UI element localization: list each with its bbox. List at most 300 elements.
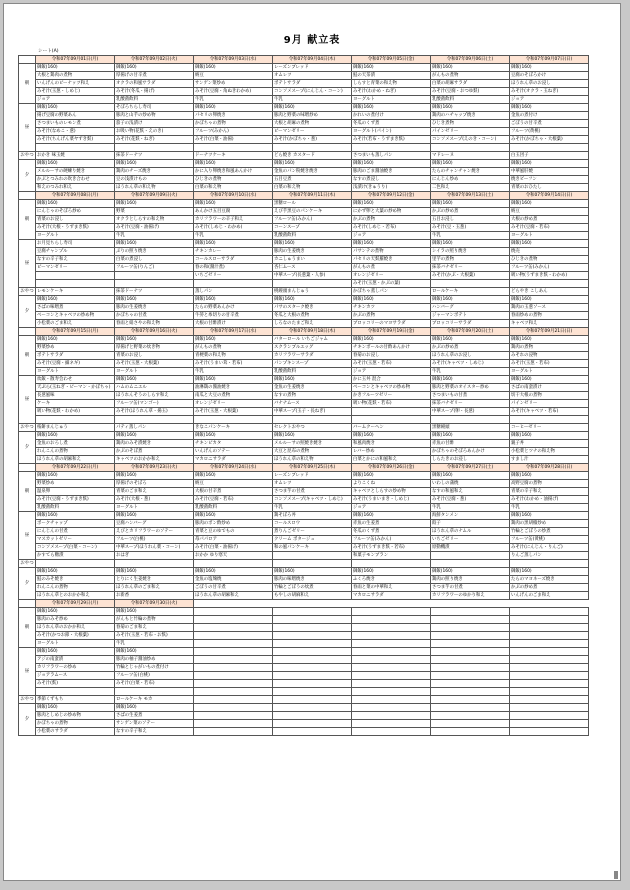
menu-item: パインゼリー [431, 128, 510, 136]
menu-item: 金魚の塩麹焼 [194, 576, 273, 584]
menu-item: にんじんの甘煮 [36, 528, 115, 536]
menu-item: ふくろ焼き [352, 576, 431, 584]
empty-cell [510, 648, 589, 656]
meal-label-breakfast: 朝 [19, 336, 36, 376]
empty-cell [431, 728, 510, 736]
menu-item: みそ汁(にんじん・りんご) [510, 544, 589, 552]
empty-cell [431, 648, 510, 656]
empty-cell [194, 600, 273, 608]
menu-item: あんかけ五目豆腐 [194, 208, 273, 216]
empty-cell [510, 664, 589, 672]
scrollbar-handle[interactable] [614, 871, 618, 879]
menu-item: れんこんの煮物 [36, 448, 115, 456]
menu-item: 大根の甘辛煮 [194, 488, 273, 496]
menu-item: 豚肉のごま醤油焼き [352, 168, 431, 176]
menu-item: 御飯(160) [115, 64, 194, 72]
menu-item: 納豆 [510, 208, 589, 216]
empty-cell [273, 704, 352, 712]
page-title: 9月 献立表 [283, 35, 341, 46]
meal-row-breakfast [19, 608, 589, 616]
date-header: 令和07年09月05日(金) [352, 56, 431, 64]
menu-item: みそ汁(玉葱・若布・お麩) [115, 632, 194, 640]
menu-item: 牛乳 [431, 232, 510, 240]
menu-item: 茄子の浅漬け [115, 120, 194, 128]
snack-item: ロールケーキ モカ [115, 696, 194, 704]
menu-item: がんもの煮物 [431, 72, 510, 80]
menu-item: もやしの胡麻和え [273, 592, 352, 600]
date-header: 令和07年09月02日(火) [115, 56, 194, 64]
sheet-tag: シート(A) [38, 49, 59, 54]
meal-label-dinner: 夕 [19, 568, 36, 600]
menu-item: みそ汁(玉葱・大根葉) [194, 408, 273, 416]
menu-item: 乳酸菌飲料 [273, 368, 352, 376]
menu-item: 白菜の和え物 [194, 184, 273, 192]
date-header: 令和07年09月03日(水) [194, 56, 273, 64]
date-row [19, 464, 589, 472]
menu-item: ジョアラムース [36, 672, 115, 680]
menu-item: ヨーグルト [352, 96, 431, 104]
empty-cell [273, 672, 352, 680]
menu-item: ブロッコリーサラダ [431, 320, 510, 328]
snack-item [194, 560, 273, 568]
menu-item: 杏仁ムース [273, 264, 352, 272]
menu-item: パセリの天麩羅焼き [352, 256, 431, 264]
menu-item: 御飯(160) [115, 608, 194, 616]
menu-item: 赤魚の甘酢 [431, 440, 510, 448]
menu-item: みそ汁(花麩・ねぎ) [115, 136, 194, 144]
date-header: 令和07年09月14日(日) [510, 192, 589, 200]
menu-item: いちごゼリー [431, 536, 510, 544]
empty-cell [194, 656, 273, 664]
date-header: 令和07年09月08日(月) [36, 192, 115, 200]
menu-item: 御飯(160) [115, 512, 194, 520]
menu-item: ほうれん草のごま和え [115, 584, 194, 592]
menu-item: かぶとつみれの吹き合わせ [36, 176, 115, 184]
menu-item: がんもの煮物 [194, 344, 273, 352]
menu-item: ほうれん草とのおかか和え [36, 592, 115, 600]
menu-item: 御飯(160) [431, 336, 510, 344]
menu-item: パサのスターク焼き [273, 304, 352, 312]
menu-item: コンソメスープ(えのき・コーン) [431, 136, 510, 144]
menu-item: バナナムース [273, 400, 352, 408]
menu-item: 五目お浸し [431, 216, 510, 224]
menu-item: 納豆 [194, 480, 273, 488]
menu-item: 牛乳 [194, 368, 273, 376]
menu-item: 牛乳 [431, 368, 510, 376]
snack-item: ロールケーキ [431, 288, 510, 296]
menu-item [194, 280, 273, 288]
menu-item: チキンボールの甘酢あんかけ [352, 344, 431, 352]
menu-item [273, 552, 352, 560]
menu-item: 親子丼 [510, 440, 589, 448]
menu-item: フルーツ缶(白桃) [115, 672, 194, 680]
empty-cell [431, 624, 510, 632]
menu-item: 御飯(160) [36, 512, 115, 520]
menu-item: すまし汁 [510, 456, 589, 464]
menu-item: 長葱風味 [36, 392, 115, 400]
empty-cell [194, 680, 273, 688]
menu-item: 豆腐のそぼろかけ [510, 72, 589, 80]
menu-item: ヨーグルト [36, 640, 115, 648]
menu-item: 御飯(160) [352, 336, 431, 344]
menu-item: みそ汁(大根・うずまき麩) [36, 224, 115, 232]
menu-item: みそ汁(かつお節・大根葉) [36, 632, 115, 640]
menu-item: 御飯(160) [510, 432, 589, 440]
empty-cell [273, 712, 352, 720]
menu-item: パセリの卵焼き [194, 112, 273, 120]
menu-item: 御飯(160) [510, 200, 589, 208]
meal-row-lunch [19, 280, 589, 288]
date-row [19, 192, 589, 200]
menu-item: 御飯(160) [194, 512, 273, 520]
menu-item: みそ汁(なめこ・葱) [36, 128, 115, 136]
meal-row-dinner [19, 704, 589, 712]
menu-item: 御飯(160) [273, 376, 352, 384]
meal-row-breakfast [19, 64, 589, 72]
meal-row-snack [19, 424, 589, 432]
meal-row-breakfast [19, 360, 589, 368]
menu-item: 御飯(160) [115, 568, 194, 576]
menu-item: フルーツ(みかん) [194, 128, 273, 136]
menu-item: 御飯(160) [431, 240, 510, 248]
menu-item: 御飯(160) [194, 200, 273, 208]
meal-row-dinner [19, 728, 589, 736]
menu-item: ハンバーグ [431, 304, 510, 312]
meal-row-breakfast [19, 496, 589, 504]
empty-cell [273, 656, 352, 664]
menu-item: フルーツ缶(黄桃) [510, 536, 589, 544]
menu-item: 金魚の煮付け [510, 112, 589, 120]
meal-row-lunch [19, 416, 589, 424]
menu-item: ほうれん草のお浸し [510, 80, 589, 88]
meal-row-breakfast [19, 200, 589, 208]
menu-item: 牛乳 [194, 232, 273, 240]
meal-row-lunch [19, 648, 589, 656]
menu-item: 鶏肉の玉葱ソース [510, 304, 589, 312]
meal-row-dinner [19, 296, 589, 304]
menu-item: かに玉丼 混合 [352, 376, 431, 384]
menu-item: フルーツ缶(みかん) [273, 216, 352, 224]
menu-item: みそ汁(豆・玉葱) [431, 224, 510, 232]
menu-item: キャベツ和え [510, 320, 589, 328]
menu-item: 鶏そぼろ丼 [273, 512, 352, 520]
meal-label-breakfast: 朝 [19, 64, 36, 104]
menu-item: 竹輪とごぼうの炒煮 [510, 528, 589, 536]
meal-row-breakfast [19, 72, 589, 80]
menu-item: 御飯(160) [194, 568, 273, 576]
snack-item: 抹茶ドーナツ [115, 288, 194, 296]
menu-item: かに入り卵焼き和風あんかけ [194, 168, 273, 176]
empty-cell [510, 672, 589, 680]
menu-item: 吸い物(花麩・わかめ) [36, 408, 115, 416]
meal-row-dinner [19, 456, 589, 464]
menu-item: かすてら糖漬 [36, 552, 115, 560]
empty-cell [510, 728, 589, 736]
menu-item: 御飯(160) [352, 512, 431, 520]
snack-item: マドレーヌ [431, 152, 510, 160]
menu-item: みそ汁(しめじ・わかめ) [194, 224, 273, 232]
snack-item: パティ蒸しパン [115, 424, 194, 432]
menu-item: チキンカレー [194, 248, 273, 256]
date-header: 令和07年09月22日(月) [36, 464, 115, 472]
menu-item: 焼売 [510, 248, 589, 256]
meal-row-breakfast [19, 640, 589, 648]
menu-item: ひじきの煮物 [510, 256, 589, 264]
meal-row-breakfast [19, 224, 589, 232]
date-row [19, 56, 589, 64]
menu-item: ヨーグルト [36, 368, 115, 376]
menu-item: 春の和(醤汁煮) [194, 264, 273, 272]
empty-cell [273, 664, 352, 672]
menu-item: 青梗菜の和え物 [194, 352, 273, 360]
date-header: 令和07年09月28日(日) [510, 464, 589, 472]
menu-item: 黒糖ロール [273, 200, 352, 208]
menu-item: ヨーグルト(パイン) [352, 128, 431, 136]
empty-cell [510, 656, 589, 664]
meal-row-breakfast [19, 96, 589, 104]
menu-item: 鶏肉のハチャップ焼き [431, 112, 510, 120]
menu-item: いんげんのソテー [194, 448, 273, 456]
snack-item: バームクーヘン [352, 424, 431, 432]
menu-item: 牛乳 [115, 232, 194, 240]
menu-item: 御飯(160) [352, 64, 431, 72]
menu-item: メルルーサの硬練り焼き [36, 168, 115, 176]
menu-item: ジョア [352, 232, 431, 240]
menu-item: さばの生姜煮 [115, 712, 194, 720]
menu-item: カリフラワーのゆかり和え [431, 592, 510, 600]
menu-item: マカロニサラダ [352, 592, 431, 600]
menu-item: 御飯(160) [431, 472, 510, 480]
menu-item: 御飯(160) [36, 608, 115, 616]
menu-item: 春雨炒めの煮物 [510, 312, 589, 320]
menu-item: なすの煮浸し [352, 176, 431, 184]
empty-cell [352, 720, 431, 728]
meal-row-breakfast [19, 80, 589, 88]
menu-item: 大根と胡麻の煮物 [273, 120, 352, 128]
meal-label-lunch: 昼 [19, 376, 36, 424]
empty-cell [273, 688, 352, 696]
menu-item: 御飯(160) [352, 568, 431, 576]
menu-item: パサンテの煮物 [352, 248, 431, 256]
menu-item: かぶの炒め煮 [510, 584, 589, 592]
menu-item: にんじゃのそぼろ炒め [36, 208, 115, 216]
menu-item: 厚揚げと野菜の炊き物 [115, 344, 194, 352]
meal-row-lunch [19, 656, 589, 664]
menu-item: さばの味噌煮 [36, 304, 115, 312]
empty-cell [194, 608, 273, 616]
menu-item: かぶの煮物 [352, 312, 431, 320]
menu-item: 御飯(160) [36, 200, 115, 208]
menu-item: 白菜の煮浸し [115, 256, 194, 264]
meal-row-dinner [19, 176, 589, 184]
empty-cell [273, 600, 352, 608]
menu-item [352, 408, 431, 416]
menu-item: いんげんのごま和え [510, 592, 589, 600]
menu-item: 油淋鶏の醤油焼き [194, 384, 273, 392]
empty-cell [510, 608, 589, 616]
snack-item [273, 560, 352, 568]
menu-item: 苺パパロア [194, 536, 273, 544]
empty-cell [431, 632, 510, 640]
menu-item: 竹輪とじゃがいもの煮付け [115, 664, 194, 672]
date-header: 令和07年09月12日(金) [352, 192, 431, 200]
menu-item: 御飯(160) [115, 704, 194, 712]
date-header: 令和07年09月16日(火) [115, 328, 194, 336]
menu-item: さつま芋の甘煮 [273, 488, 352, 496]
menu-item: 御飯(160) [115, 376, 194, 384]
meal-row-breakfast [19, 368, 589, 376]
empty-cell [431, 616, 510, 624]
menu-item: みそ汁(若布・うずまき麩) [352, 136, 431, 144]
menu-item: かきフルーツゼリー [352, 392, 431, 400]
menu-item: ひじきの煮物 [194, 176, 273, 184]
date-header: 令和07年09月23日(火) [115, 464, 194, 472]
menu-item: なすの辛子和え [36, 256, 115, 264]
date-header: 令和07年09月15日(月) [36, 328, 115, 336]
menu-item: とりにく生姜焼き [115, 576, 194, 584]
menu-item: ひじき煮物 [431, 120, 510, 128]
menu-item: かぶの煮物 [352, 216, 431, 224]
menu-item: みそ汁(白菜・油揚げ) [194, 544, 273, 552]
meal-row-snack [19, 152, 589, 160]
menu-item: みそ汁(うずまき麩・若布) [352, 544, 431, 552]
menu-item: フルーツ(黄桃) [510, 128, 589, 136]
menu-item: ほうれん草の胡麻和え [36, 456, 115, 464]
menu-item: 御飯(160) [510, 568, 589, 576]
empty-cell [352, 632, 431, 640]
menu-item: 豚肉の柚子醤油炒め [115, 656, 194, 664]
empty-cell [510, 720, 589, 728]
menu-item: サンゲン菜炒め [194, 80, 273, 88]
menu-item [194, 144, 273, 152]
menu-item: 御飯(160) [510, 296, 589, 304]
menu-item: かぼちゃのそぼろあんかけ [431, 448, 510, 456]
menu-item: いんげんのピーナッツ和え [36, 80, 115, 88]
menu-item: みそ汁(玉葱・若布) [510, 360, 589, 368]
menu-item: 抹茶バナゼリー [431, 400, 510, 408]
menu-item: 春雨と菜の中華和え [352, 584, 431, 592]
empty-cell [352, 680, 431, 688]
menu-item: ジョア [510, 96, 589, 104]
menu-item: みそれの浸物 [510, 352, 589, 360]
empty-cell [352, 704, 431, 712]
menu-item: 金魚のおろし煮 [36, 440, 115, 448]
menu-item: ほうれん草のおかか和え [36, 624, 115, 632]
menu-item: 天ぷら(玉ねぎ・ピーマン・かぼちゃ) [36, 384, 115, 392]
menu-item: 青菜のおひたし [510, 184, 589, 192]
menu-item: みそ汁(豆腐・うずまき麩) [36, 496, 115, 504]
menu-item: 和の風パンケーキ [273, 544, 352, 552]
meal-row-dinner [19, 568, 589, 576]
date-row-corner [19, 464, 36, 472]
menu-item [36, 688, 115, 696]
menu-item: フルーツ缶(みかん) [352, 536, 431, 544]
menu-item: 御飯(160) [510, 64, 589, 72]
menu-item: サンゲン菜のソテー [115, 720, 194, 728]
meal-row-lunch [19, 264, 589, 272]
menu-item: カニしゅうまい [273, 256, 352, 264]
menu-item: 御飯(160) [194, 64, 273, 72]
meal-row-breakfast [19, 216, 589, 224]
menu-item: 御飯(160) [194, 296, 273, 304]
snack-item: どらやき こしあん [510, 288, 589, 296]
menu-item: 御飯(160) [510, 160, 589, 168]
meal-row-lunch [19, 680, 589, 688]
menu-item: 乳酸菌飲料 [115, 96, 194, 104]
menu-item: ジョア [36, 96, 115, 104]
menu-table [18, 55, 589, 736]
menu-item: 浅漬け(きゅうり) [352, 184, 431, 192]
meal-row-lunch [19, 120, 589, 128]
menu-item: ほうれん草の胡麻和え [194, 592, 273, 600]
meal-label-snack: おやつ [20, 425, 34, 430]
menu-item: えびとカリフラワーのソテー [115, 528, 194, 536]
empty-cell [273, 720, 352, 728]
date-header: 令和07年09月11日(木) [273, 192, 352, 200]
menu-item: たらのチャンチャン焼き [431, 168, 510, 176]
menu-item: 厚揚げのそぼろ [115, 480, 194, 488]
meal-row-lunch [19, 672, 589, 680]
menu-item: 御飯(160) [273, 568, 352, 576]
meal-label-snack: おやつ [20, 697, 34, 702]
menu-item: ほうれん草のナムル [431, 528, 510, 536]
meal-row-dinner [19, 312, 589, 320]
meal-row-snack [19, 560, 589, 568]
meal-row-lunch [19, 536, 589, 544]
menu-item: 御飯(160) [115, 296, 194, 304]
menu-item: お吸い物(花麩・えのき) [115, 128, 194, 136]
menu-item: クリーム ポタージュ [273, 536, 352, 544]
empty-cell [431, 640, 510, 648]
menu-item: 乳酸菌飲料 [36, 504, 115, 512]
empty-cell [431, 696, 510, 704]
meal-row-dinner [19, 440, 589, 448]
menu-item: みそ汁(かぶ・大根葉) [431, 272, 510, 280]
menu-item: 牛乳 [115, 640, 194, 648]
menu-item: 原動機漬 [431, 544, 510, 552]
menu-item: 乳酸菌飲料 [194, 504, 273, 512]
meal-row-lunch [19, 112, 589, 120]
menu-item: みそ汁(玉葱・若布) [352, 360, 431, 368]
menu-item: 高野豆腐の煮物 [510, 480, 589, 488]
meal-label-lunch: 昼 [19, 512, 36, 560]
menu-item: ほうれん草の和え物 [273, 456, 352, 464]
menu-item: 牛乳 [510, 504, 589, 512]
menu-item: 御飯(160) [431, 160, 510, 168]
menu-item: 鮭の天茶漬 [352, 72, 431, 80]
menu-item: パインゼリー [510, 400, 589, 408]
menu-item: 炊飯・散寿会わせ [36, 376, 115, 384]
menu-item: なすの辛子和え [115, 728, 194, 736]
date-header: 令和07年09月25日(木) [273, 464, 352, 472]
menu-item: ピーマンゼリー [36, 264, 115, 272]
empty-cell [273, 696, 352, 704]
meal-row-breakfast [19, 88, 589, 96]
menu-item: ほうれんそうのしらす和え [115, 392, 194, 400]
menu-item: 鶏肉の煮物 [510, 344, 589, 352]
meal-row-breakfast [19, 504, 589, 512]
menu-item: にかず卵と大葉の炒め物 [352, 208, 431, 216]
meal-row-breakfast [19, 488, 589, 496]
menu-item: ヨーグルト [115, 504, 194, 512]
menu-item: 御飯(160) [273, 160, 352, 168]
menu-item: 青菜の辛子和え [510, 488, 589, 496]
menu-item: かぼちゃの煮物 [194, 120, 273, 128]
menu-item [273, 280, 352, 288]
meal-row-lunch [19, 512, 589, 520]
empty-cell [273, 624, 352, 632]
menu-item: みそ汁(オクラ・玉ねぎ) [510, 88, 589, 96]
